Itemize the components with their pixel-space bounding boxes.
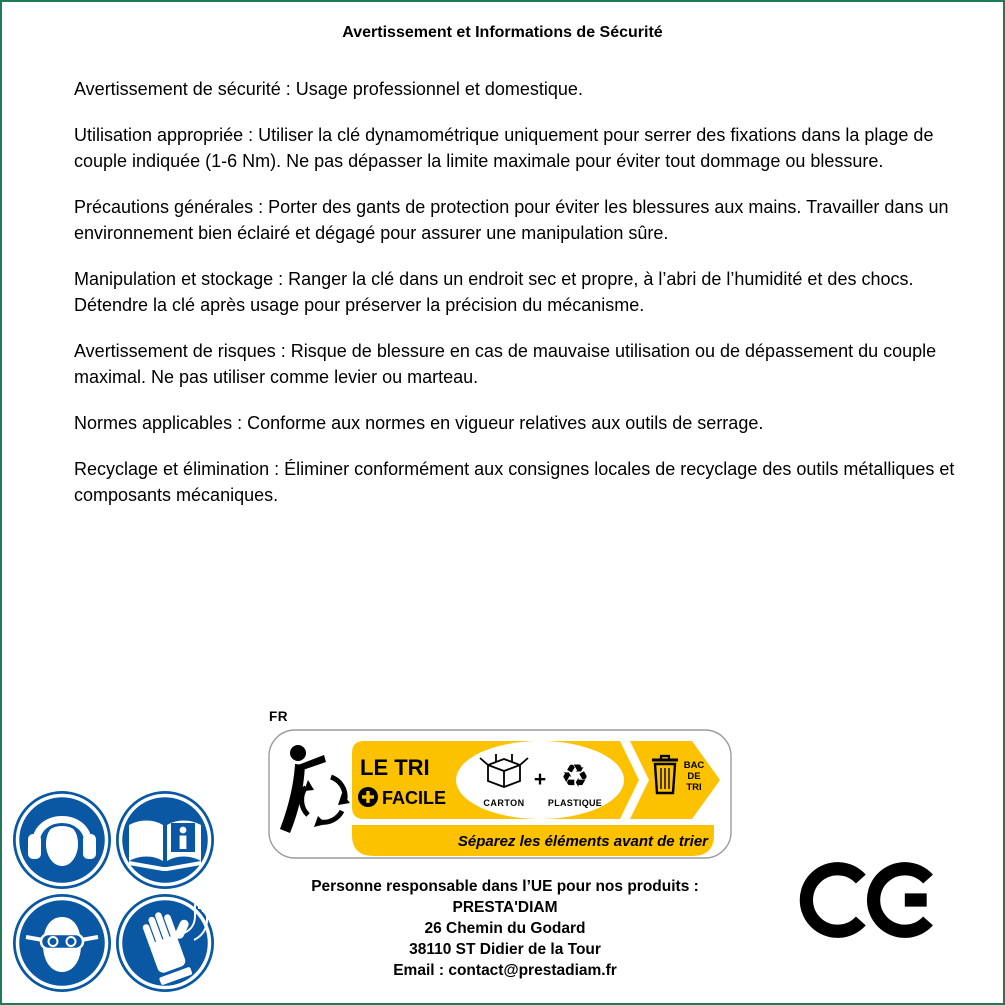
recycling-triangle-icon: ♻ [560,757,590,795]
info-tri-label [268,729,732,859]
tri-line2: FACILE [382,788,447,808]
materials-plus: + [533,768,547,791]
paragraph-normes-applicables: Normes applicables : Conforme aux normes en vigueur relatives aux outils de serrage. [74,413,764,433]
wear-protective-gloves-icon [115,893,215,993]
paragraph-manipulation-stockage: Manipulation et stockage : Ranger la clé dans un endroit sec et propre, à l’abri de l’humidité et des chocs. Détendre la clé après usage pour préserver la précision du mécanisme. [74,269,914,315]
tri-footer-text: Séparez les éléments avant de trier [457,833,708,850]
bin-label-line3: TRI [686,782,702,793]
address-street: 26 Chemin du Godard [424,920,586,937]
paragraph-avertissement-securite: Avertissement de sécurité : Usage professionnel et domestique. [74,79,583,99]
paragraph-avertissement-risques: Avertissement de risques : Risque de blessure en cas de mauvaise utilisation ou de dépassement du couple maximal. Ne pas utiliser comme levier ou marteau. [74,341,937,387]
read-instruction-manual-icon [115,790,215,890]
address-email: Email : contact@prestadiam.fr [393,962,617,979]
body-text [74,76,965,508]
eu-responsible-address [235,876,775,981]
bin-label-line1: BAC [683,760,705,771]
paragraph-utilisation-appropriee: Utilisation appropriée : Utiliser la clé dynamométrique uniquement pour serrer des fixations dans la plage de couple indiquée (1-6 Nm). Ne pas dépasser la limite maximale pour éviter tout dommage ou blessure. [74,125,934,171]
address-responsible-line: Personne responsable dans l’UE pour nos produits : [311,878,699,895]
paragraph-precautions-generales: Précautions générales : Porter des gants de protection pour éviter les blessures aux mains. Travailler dans un environnement bien éclairé et dégagé pour assurer une manipulation sûre. [74,197,949,243]
plastique-label: PLASTIQUE [547,798,603,808]
paragraph-recyclage-elimination: Recyclage et élimination : Éliminer conformément aux consignes locales de recyclage des outils métalliques et composants mécaniques. [74,459,955,505]
mandatory-safety-icons [12,790,215,993]
tri-line1: LE TRI [360,755,430,780]
fr-country-code: FR [269,709,288,724]
company-name: PRESTA'DIAM [452,899,558,916]
page-title: Avertissement et Informations de Sécurité [342,24,663,41]
address-city: 38110 ST Didier de la Tour [409,941,601,958]
wear-ear-protection-icon [12,790,112,890]
ce-marking-logo [797,850,947,950]
carton-label: CARTON [483,798,525,808]
wear-eye-protection-icon [12,893,112,993]
bin-label-line2: DE [687,771,701,782]
